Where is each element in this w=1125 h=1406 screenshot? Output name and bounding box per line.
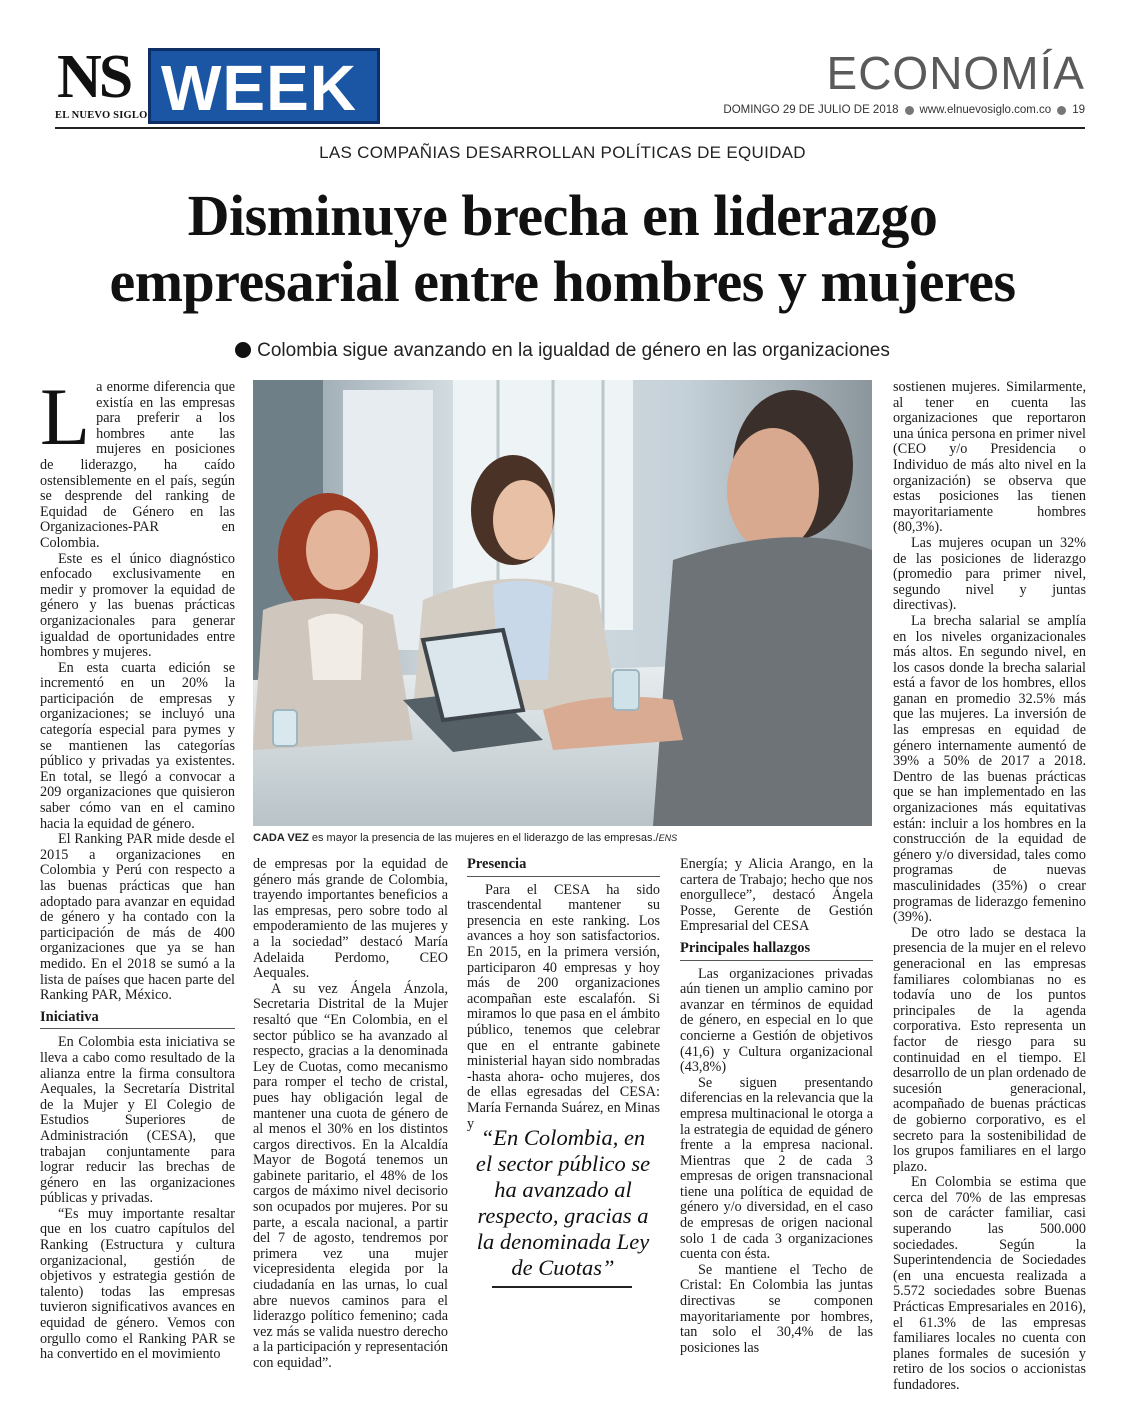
site-url[interactable]: www.elnuevosiglo.com.co	[919, 104, 1052, 116]
section-heading: Presencia	[467, 857, 660, 877]
paragraph: El Ranking PAR mide desde el 2015 a organizaciones en Colombia y Perú con respecto a las buenas prácticas que han adoptado para avanzar en equidad de género y ha contado con la participación de más de 400 organizaciones que ya se han medido. En el 2018 se sumó a la lista de países que hacen parte del Ranking PAR, México.	[40, 831, 235, 1004]
subhead-text: Colombia sigue avanzando en la igualdad de género en las organizaciones	[257, 340, 890, 361]
paragraph: Este es el único diagnóstico enfocado exclusivamente en medir y promover la equidad de género y las buenas prácticas organizacionales para generar igualdad de oportunidades entre hombres y mujeres.	[40, 550, 235, 661]
photo-caption	[253, 832, 872, 844]
el-nuevo-siglo-logo[interactable]	[55, 43, 148, 124]
week-logo[interactable]	[148, 48, 380, 124]
column-2	[253, 857, 448, 1372]
section-heading: Principales hallazgos	[680, 941, 873, 961]
paragraph: Energía; y Alicia Arango, en la cartera de Trabajo; hecho que nos enorgullece”, destacó Ángela Posse, Gerente de Gestión Empresarial del CESA	[680, 856, 873, 935]
paragraph: Las organizaciones privadas aún tienen un amplio camino por avanzar en términos de equidad de género, en especial en lo que concierne a Gestión de objetivos (41,6) y Cultura organizacional (43,8%)	[680, 965, 873, 1076]
bullet-icon	[1057, 106, 1066, 115]
pull-quote-rule	[492, 1286, 632, 1288]
paragraph: En esta cuarta edición se incrementó en un 20% la participación de empresas y organizaciones; se incluyó una categoría especial para pymes y se mantienen las categorías público y privadas ya existentes. En total, se llegó a convocar a 209 organizaciones que quisieron saber cómo van en el camino hacia la equidad de género.	[40, 659, 235, 832]
paragraph: La enorme diferencia que existía en las empresas para preferir a los hombres ante las mujeres en posiciones de liderazgo, ha caído ostensiblemente en el país, según se desprende del ranking de Equidad de Género en las Organizaciones-PAR en Colombia.	[40, 371, 235, 551]
headline-line-2: empresarial entre hombres y mujeres	[109, 249, 1016, 314]
week-label: WEEK	[161, 52, 357, 124]
logo-subtitle: EL NUEVO SIGLO	[55, 110, 148, 121]
bullet-icon	[235, 342, 251, 358]
pull-quote: “En Colombia, en el sector público se ha avanzado al respecto, gracias a la denominada Ley de Cuotas”	[475, 1125, 651, 1280]
paragraph: De otro lado se destaca la presencia de la mujer en el relevo generacional en las empresas familiares colombianas no es todavía uno de los puntos principales de la agenda corporativa. Esto representa un factor de riesgo para su continuidad en el tiempo. El desarrollo de un plan ordenado de sucesión generacional, acompañado de buenas prácticas de gobierno corporativo, es el secreto para la sostenibilidad de los grupos familiares en el largo plazo.	[893, 924, 1086, 1175]
paragraph: Las mujeres ocupan un 32% de las posiciones de liderazgo (promedio para primer nivel, segundo nivel y juntas directivas).	[893, 534, 1086, 614]
article-photo[interactable]	[253, 380, 872, 826]
article-kicker: LAS COMPAÑIAS DESARROLLAN POLÍTICAS DE EQUIDAD	[319, 143, 806, 162]
drop-cap: L	[40, 371, 91, 462]
paragraph: Para el CESA ha sido trascendental mantener su presencia en este ranking. Los avances a hoy son satisfactorios. En 2015, en la primera versión, participaron 40 empresas y hoy más de 200 organizaciones acompañan este escalafón. Si miramos lo que pasa en el ámbito público, tenemos que celebrar que en el entrante gabinete ministerial hayan sido nombradas -hasta ahora- ocho mujeres, dos de ellas egresadas del CESA: María Fernanda Suárez, en Minas y	[467, 881, 660, 1132]
column-4	[680, 857, 873, 1356]
paragraph: Se mantiene el Techo de Cristal: En Colombia las juntas directivas se componen mayoritariamente por hombres, tan solo el 30,4% de las posiciones las	[680, 1261, 873, 1356]
masthead	[55, 44, 1085, 130]
logo-letters: NS	[57, 43, 131, 111]
page-number: 19	[1072, 104, 1085, 116]
section-heading: Iniciativa	[40, 1010, 235, 1030]
article-subhead	[0, 340, 1125, 362]
article-headline	[40, 183, 1085, 315]
paragraph: En Colombia esta iniciativa se lleva a cabo como resultado de la alianza entre la firma consultora Aequales, la Secretaría Distrital de la Mujer y El Colegio de Estudios Superiores de Administración (CESA), que trabajan conjuntamente para lograr reducir las brechas de género en las organizaciones públicas y privadas.	[40, 1034, 235, 1207]
paragraph: En Colombia se estima que cerca del 70% de las empresas son de carácter familiar, casi superando las 500.000 sociedades. Según la Superintendencia de Sociedades (en una encuesta realizada a 5.572 sociedades sobre Buenas Prácticas Empresariales en 2016), el 61.3% de las empresas familiares locales no cuenta con planes formales de sucesión y retiro de los socios o accionistas fundadores.	[893, 1174, 1086, 1393]
column-3	[467, 857, 660, 1132]
headline-line-1: Disminuye brecha en liderazgo	[187, 183, 938, 248]
issue-date: DOMINGO 29 DE JULIO DE 2018	[723, 104, 899, 116]
column-5	[893, 380, 1086, 1394]
caption-credit: ENS	[658, 833, 678, 843]
paragraph: A su vez Ángela Ánzola, Secretaria Distrital de la Mujer resaltó que “En Colombia, en el sector público se ha avanzado al respecto, gracias a la denominada Ley de Cuotas, como mecanismo para romper el techo de cristal, pues hay obligación legal de mantener una cuota de género de al menos el 30% en los distintos cargos directivos. En la Alcaldía Mayor de Bogotá tenemos un gabinete paritario, el 48% de los cargos de máximo nivel decisorio son ocupados por mujeres. Por su parte, a escala nacional, a partir del 7 de agosto, tendremos por primera vez una mujer vicepresidenta elegida por la ciudadanía en las urnas, lo cual abre nuevos caminos para el liderazgo político femenino; cada vez más se valida nuestro derecho a la participación y representación con equidad”.	[253, 980, 448, 1371]
paragraph: sostienen mujeres. Similarmente, al tener en cuenta las organizaciones que reportaron una única persona en primer nivel (CEO y/o Presidencia o Individuo de más alto nivel en la organización) se observa que estas posiciones las tienen mayoritariamente hombres (80,3%).	[893, 379, 1086, 536]
bullet-icon	[905, 106, 914, 115]
paragraph: Se siguen presentando diferencias en la relevancia que la empresa multinacional le otorga a la estrategia de equidad de género frente a la empresa nacional. Mientras que 2 de cada 3 empresas de origen transnacional tiene una política de equidad de género y/o diversidad, en el caso de empresas de origen nacional solo 1 de cada 3 organizaciones cuenta con ésta.	[680, 1074, 873, 1263]
paragraph: de empresas por la equidad de género más grande de Colombia, trayendo importantes beneficios a las empresas, pero sobre todo al empoderamiento de las mujeres y a la sociedad” destacó María Adelaida Perdomo, CEO Aequales.	[253, 856, 448, 982]
paragraph: La brecha salarial se amplía en los niveles organizacionales más altos. En segundo nivel, en los casos donde la brecha salarial está a favor de los hombres, ellos ganan en promedio 32.5% más que las mujeres. La inversión de las empresas en equidad de género internamente aumentó de 39% a 50% de 2017 a 2018. Dentro de las buenas prácticas que se han implementado en las organizaciones más equitativas están: incluir a los hombres en la construcción de la equidad de género y/o diversidad, tales como programas de nuevas masculinidades (35%) o crear programas de liderazgo femenino (39%).	[893, 612, 1086, 926]
column-1	[40, 371, 235, 1363]
dateline	[723, 104, 1085, 116]
section-title: ECONOMÍA	[826, 47, 1085, 99]
caption-text: es mayor la presencia de las mujeres en el liderazgo de las empresas./	[308, 832, 659, 844]
caption-lead: CADA VEZ	[253, 832, 309, 844]
paragraph: “Es muy importante resaltar que en los cuatro capítulos del Ranking (Estructura y cultura organizacional, gestión de objetivos y estrategia gestión de talento) todas las empresas tuvieron significativos avances en equidad de género. Vemos con orgullo como el Ranking PAR se ha convertido en el movimiento	[40, 1205, 235, 1363]
masthead-rule	[55, 127, 1085, 129]
